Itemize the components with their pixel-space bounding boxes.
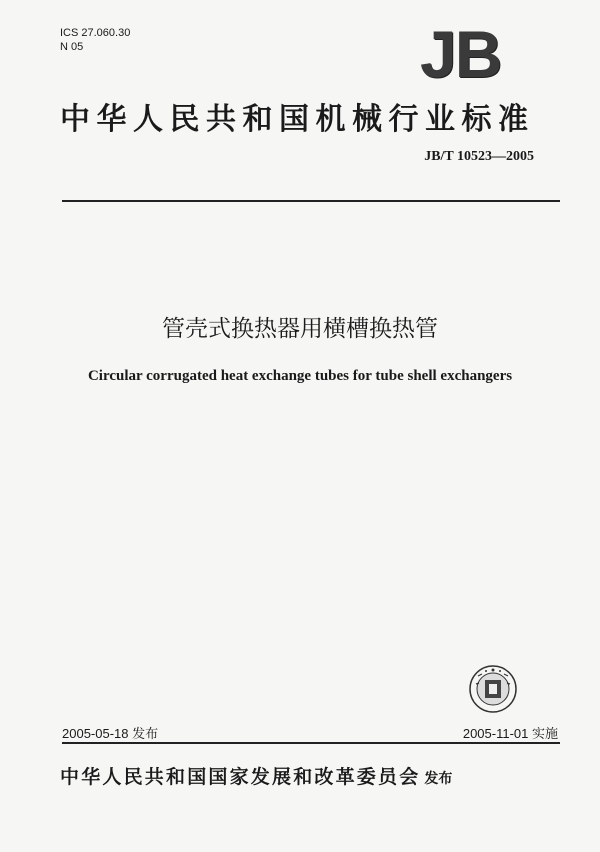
industry-standard-title: 中华人民共和国机械行业标准 bbox=[60, 102, 535, 137]
standard-number: JB/T 10523—2005 bbox=[424, 149, 534, 164]
publisher-suffix: 发布 bbox=[424, 771, 453, 787]
implementation-date: 2005-11-01 实施 bbox=[462, 726, 558, 741]
jb-logo: JB bbox=[420, 17, 501, 91]
issue-date: 2005-05-18 发布 bbox=[62, 726, 159, 741]
document-title-english: Circular corrugated heat exchange tubes for tube shell exchangers bbox=[87, 368, 513, 384]
top-divider bbox=[62, 200, 560, 202]
publisher-line bbox=[60, 762, 452, 789]
classification-codes bbox=[60, 26, 130, 54]
ccs-code: N 05 bbox=[60, 41, 84, 53]
document-title-chinese: 管壳式换热器用横槽换热管 bbox=[162, 316, 438, 342]
ics-code: ICS 27.060.30 bbox=[60, 27, 131, 39]
bottom-divider bbox=[62, 742, 560, 744]
publisher-seal-icon bbox=[468, 664, 518, 714]
publisher-name: 中华人民共和国国家发展和改革委员会 bbox=[60, 766, 421, 788]
